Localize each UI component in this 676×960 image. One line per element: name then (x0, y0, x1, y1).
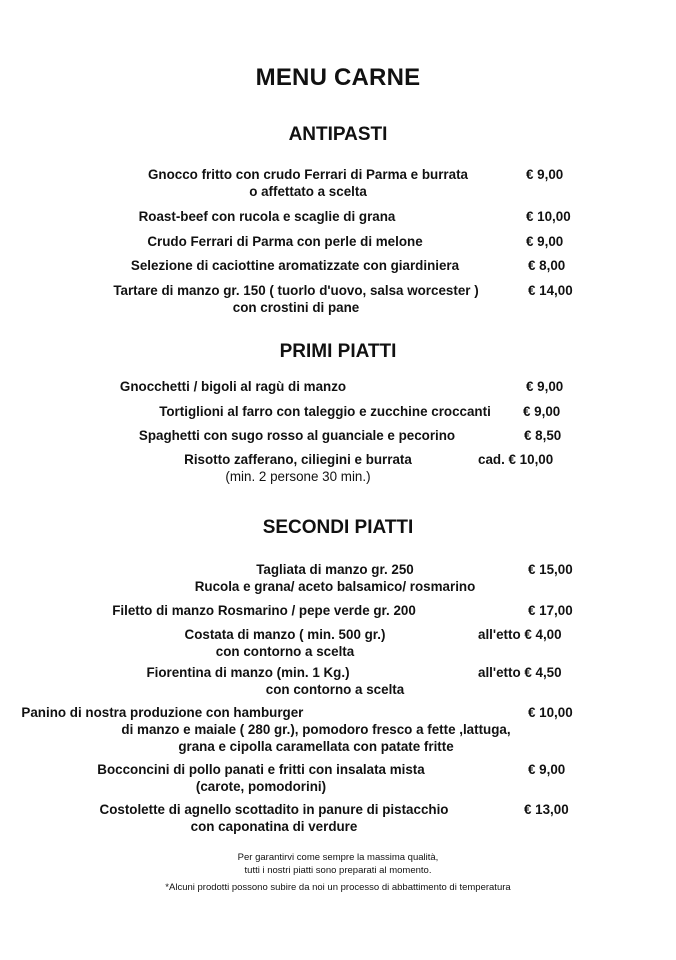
dish-description: grana e cipolla caramellata con patate fritte (178, 739, 454, 754)
dish-name: Tartare di manzo gr. 150 ( tuorlo d'uovo, salsa worcester ) (113, 283, 479, 298)
dish-price: € 8,00 (528, 258, 566, 273)
dish-description: con caponatina di verdure (190, 819, 358, 834)
dish-price: € 9,00 (526, 379, 564, 394)
dish-description: con contorno a scelta (215, 644, 355, 659)
dish-name: Roast-beef con rucola e scaglie di grana (138, 209, 396, 224)
dish-price: € 15,00 (528, 562, 573, 577)
dish-price: € 13,00 (524, 802, 569, 817)
dish-name: Selezione di caciottine aromatizzate con giardiniera (130, 258, 460, 273)
dish-name: Costata di manzo ( min. 500 gr.) (184, 627, 386, 642)
dish-price: cad. € 10,00 (478, 452, 554, 467)
dish-name: Crudo Ferrari di Parma con perle di melone (147, 234, 423, 249)
section-heading-secondi-piatti: SECONDI PIATTI (262, 517, 414, 538)
section-heading-primi-piatti: PRIMI PIATTI (279, 341, 397, 362)
dish-price: € 8,50 (524, 428, 562, 443)
dish-name: Bocconcini di pollo panati e fritti con insalata mista (97, 762, 425, 777)
dish-description: Rucola e grana/ aceto balsamico/ rosmarino (194, 579, 476, 594)
dish-description: (carote, pomodorini) (195, 779, 327, 794)
dish-price: € 9,00 (526, 167, 564, 182)
dish-price: € 9,00 (526, 234, 564, 249)
dish-price: € 9,00 (528, 762, 566, 777)
dish-price: € 9,00 (523, 404, 561, 419)
quality-note-line1: Per garantirvi come sempre la massima qualità, (237, 852, 439, 863)
dish-name: Spaghetti con sugo rosso al guanciale e pecorino (138, 428, 456, 443)
disclaimer-note: *Alcuni prodotti possono subire da noi un processo di abbattimento di temperatura (165, 882, 511, 893)
dish-description: (min. 2 persone 30 min.) (225, 469, 371, 484)
dish-name: Filetto di manzo Rosmarino / pepe verde gr. 200 (112, 603, 416, 618)
dish-price: € 14,00 (528, 283, 573, 298)
dish-description: con crostini di pane (232, 300, 360, 315)
dish-price: € 10,00 (526, 209, 571, 224)
dish-price: € 17,00 (528, 603, 573, 618)
quality-note-line2: tutti i nostri piatti sono preparati al momento. (244, 865, 432, 876)
dish-description-text: con contorno a scelta (265, 682, 405, 697)
dish-price: € 10,00 (528, 705, 573, 720)
dish-name: Fiorentina di manzo (min. 1 Kg.) (146, 665, 350, 680)
dish-name: Gnocchetti / bigoli al ragù di manzo (119, 379, 347, 394)
section-heading-antipasti: ANTIPASTI (288, 124, 388, 145)
dish-price: all'etto € 4,50 (478, 665, 562, 680)
dish-name: Gnocco fritto con crudo Ferrari di Parma e burrata (148, 167, 468, 182)
dish-name: Risotto zafferano, ciliegini e burrata (184, 452, 412, 467)
dish-name: Tagliata di manzo gr. 250 (256, 562, 414, 577)
dish-price: all'etto € 4,00 (478, 627, 562, 642)
quality-note (0, 851, 676, 877)
dish-description: o affettato a scelta (249, 184, 367, 199)
dish-name: Costolette di agnello scottadito in panure di pistacchio (99, 802, 449, 817)
menu-title: MENU CARNE (255, 64, 421, 91)
dish-name: Tortiglioni al farro con taleggio e zucchine croccanti (159, 404, 491, 419)
dish-name: Panino di nostra produzione con hamburger (21, 705, 304, 720)
dish-description: di manzo e maiale ( 280 gr.), pomodoro fresco a fette ,lattuga, (121, 722, 511, 737)
